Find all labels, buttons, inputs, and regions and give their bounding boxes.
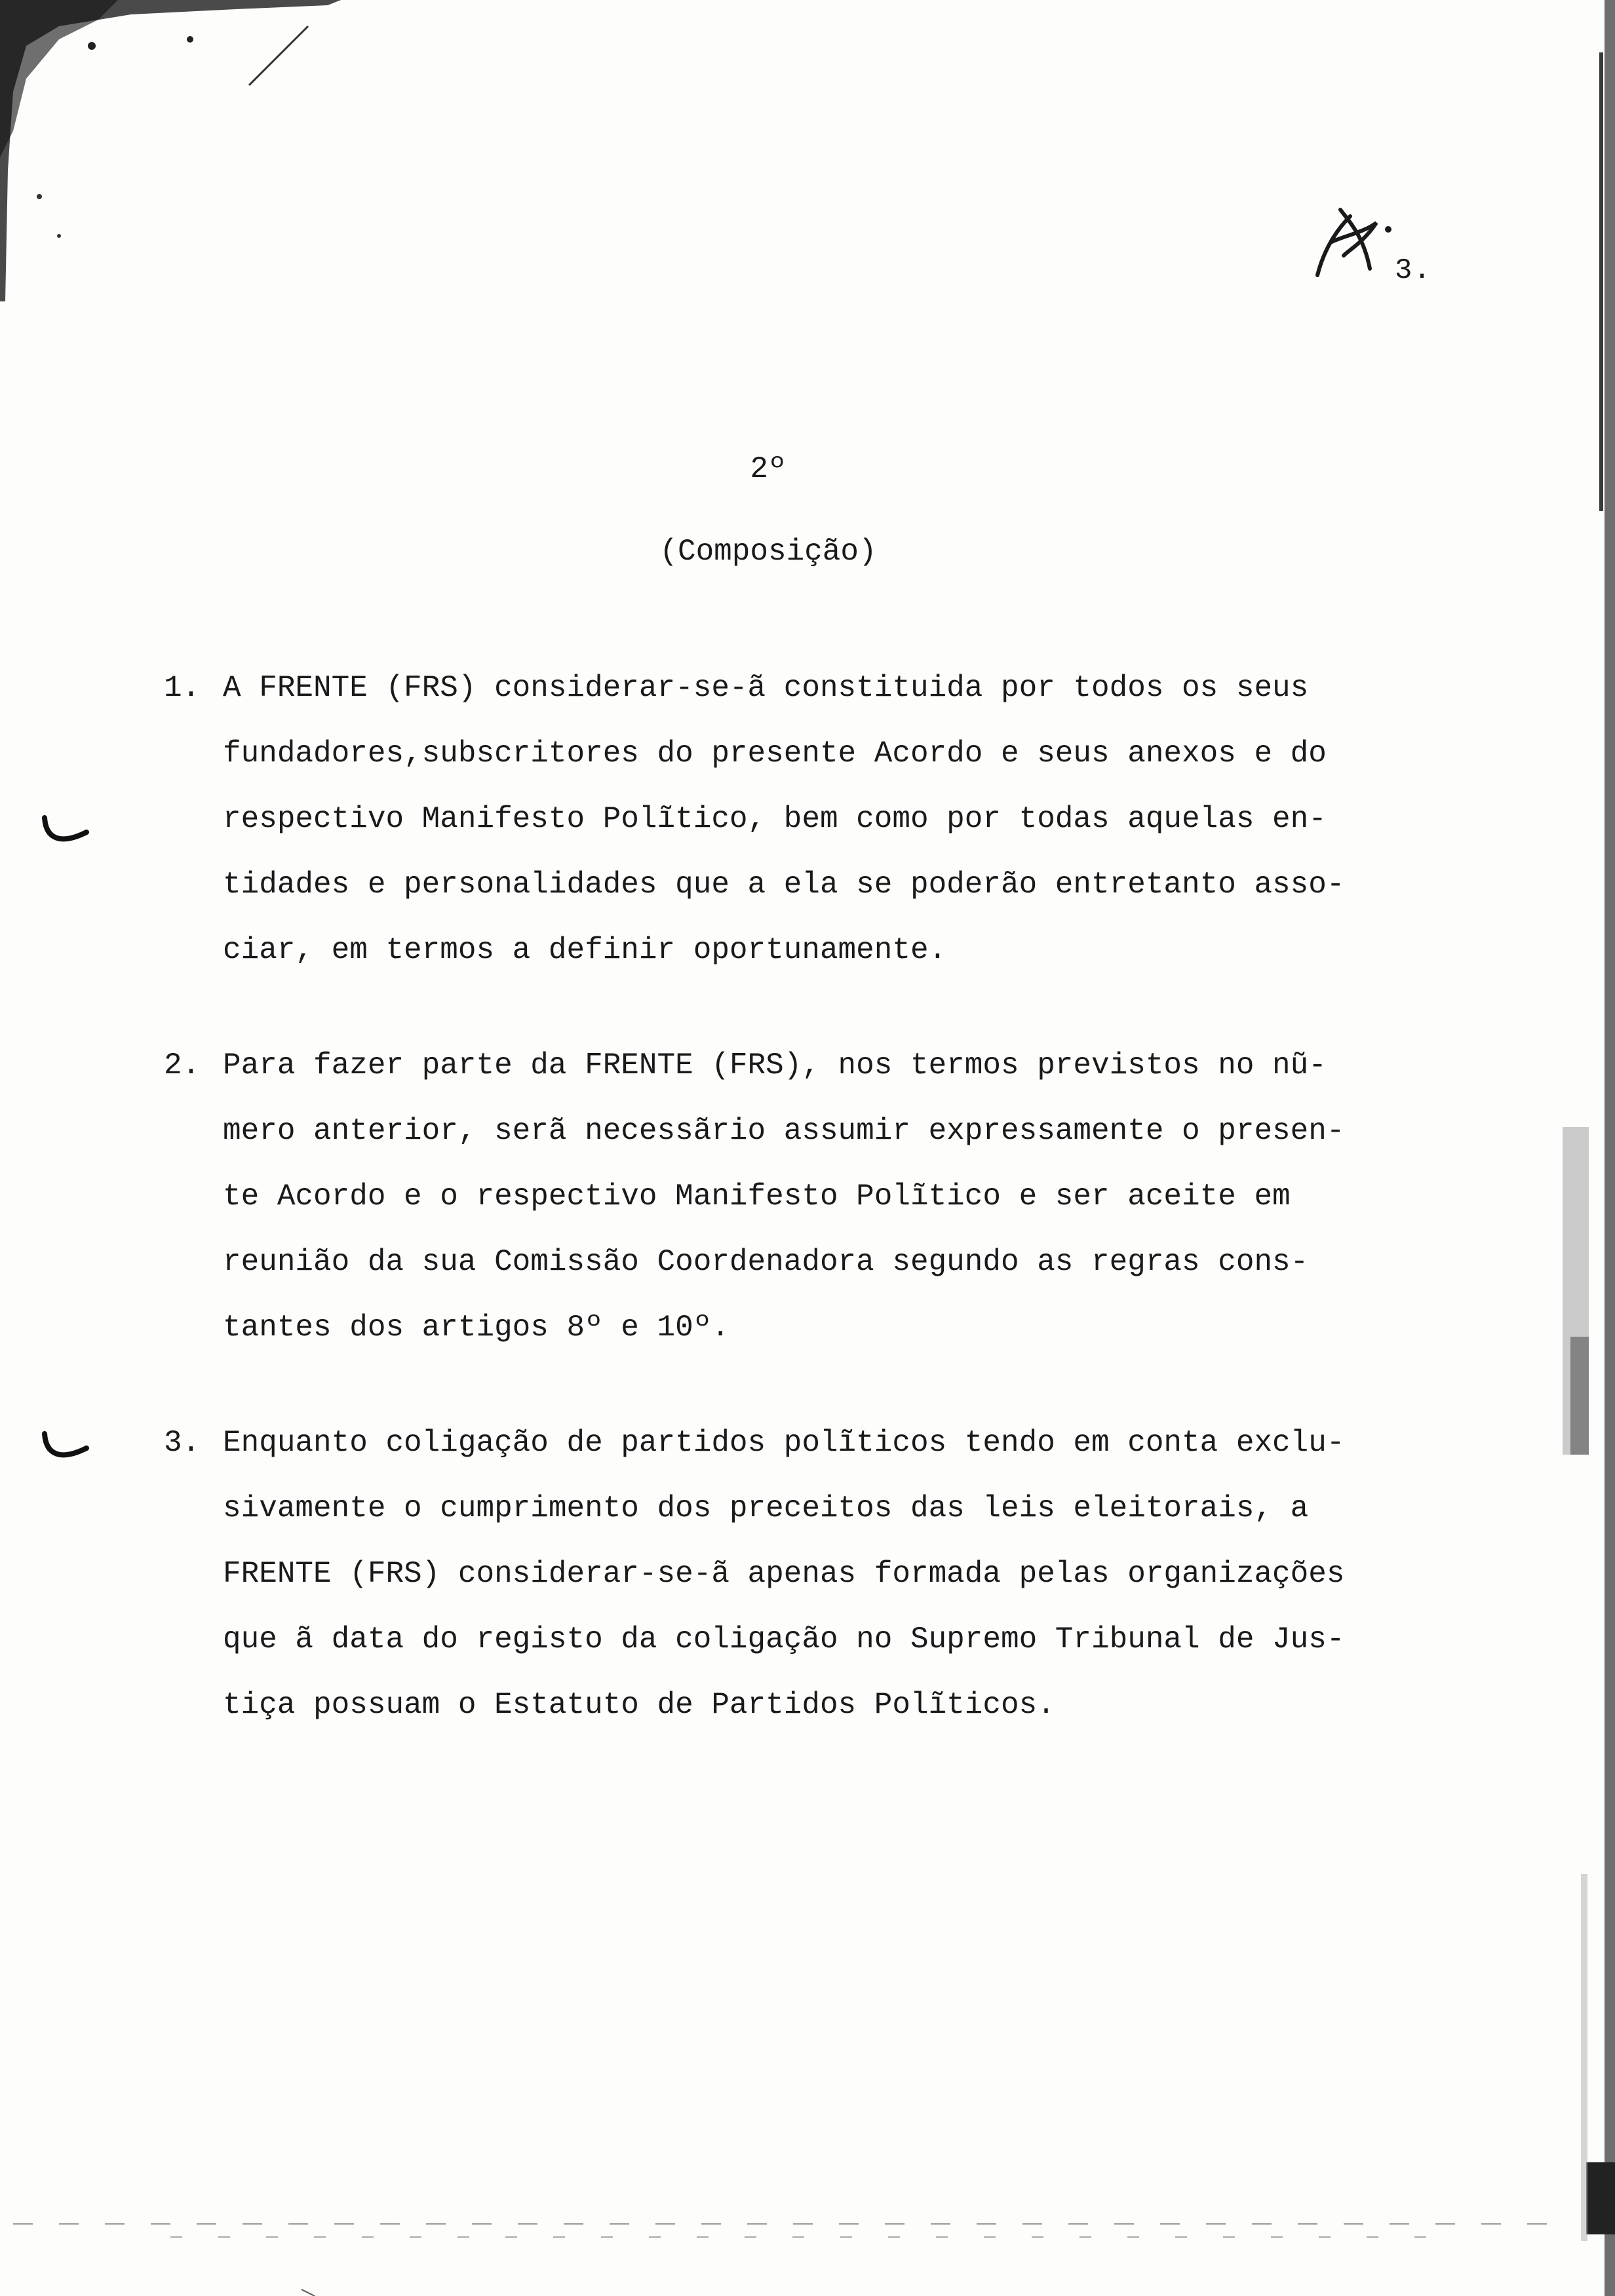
clause-line: tiça possuam o Estatuto de Partidos Polĩticos. [223, 1688, 1055, 1722]
clause-3 [164, 1410, 1462, 1738]
clause-line: Enquanto coligação de partidos polĩticos tendo em conta exclu- [223, 1426, 1345, 1460]
handwritten-initials [1304, 197, 1396, 288]
clause-line: te Acordo e o respectivo Manifesto Polĩtico e ser aceite em [223, 1179, 1291, 1214]
clause-line: Para fazer parte da FRENTE (FRS), nos termos previstos no nũ- [223, 1048, 1327, 1082]
clause-line: reunião da sua Comissão Coordenadora segundo as regras cons- [223, 1245, 1309, 1279]
clause-line: mero anterior, serã necessãrio assumir expressamente o presen- [223, 1114, 1345, 1148]
clause-line: que ã data do registo da coligação no Supremo Tribunal de Jus- [223, 1622, 1345, 1656]
scan-corner-noise [0, 0, 341, 301]
article-title-text: (Composição) [659, 535, 877, 569]
article-number [0, 452, 1615, 486]
clause-number: 2. [164, 1048, 201, 1082]
clause-line: respectivo Manifesto Polĩtico, bem como por todas aquelas en- [223, 802, 1327, 836]
clause-2 [164, 1033, 1462, 1360]
margin-checkmark [41, 813, 93, 852]
scan-right-edge [1536, 0, 1615, 2296]
clause-line: ciar, em termos a definir oportunamente. [223, 933, 947, 967]
scan-bottom-noise [0, 2198, 1615, 2296]
article-title [0, 535, 1615, 569]
clause-line: fundadores,subscritores do presente Acordo e seus anexos e do [223, 737, 1327, 771]
margin-checkmark [41, 1428, 93, 1468]
article-number-text: 2º [750, 452, 787, 486]
clause-line: A FRENTE (FRS) considerar-se-ã constituida por todos os seus [223, 671, 1309, 705]
clause-line: tidades e personalidades que a ela se poderão entretanto asso- [223, 868, 1345, 902]
clause-line: tantes dos artigos 8º e 10º. [223, 1311, 730, 1345]
clause-number: 3. [164, 1426, 201, 1460]
clause-line: FRENTE (FRS) considerar-se-ã apenas formada pelas organizações [223, 1557, 1345, 1591]
clause-1 [164, 655, 1462, 983]
clause-line: sivamente o cumprimento dos preceitos das leis eleitorais, a [223, 1491, 1309, 1525]
clause-number: 1. [164, 671, 201, 705]
page-number: 3. [1395, 254, 1432, 287]
